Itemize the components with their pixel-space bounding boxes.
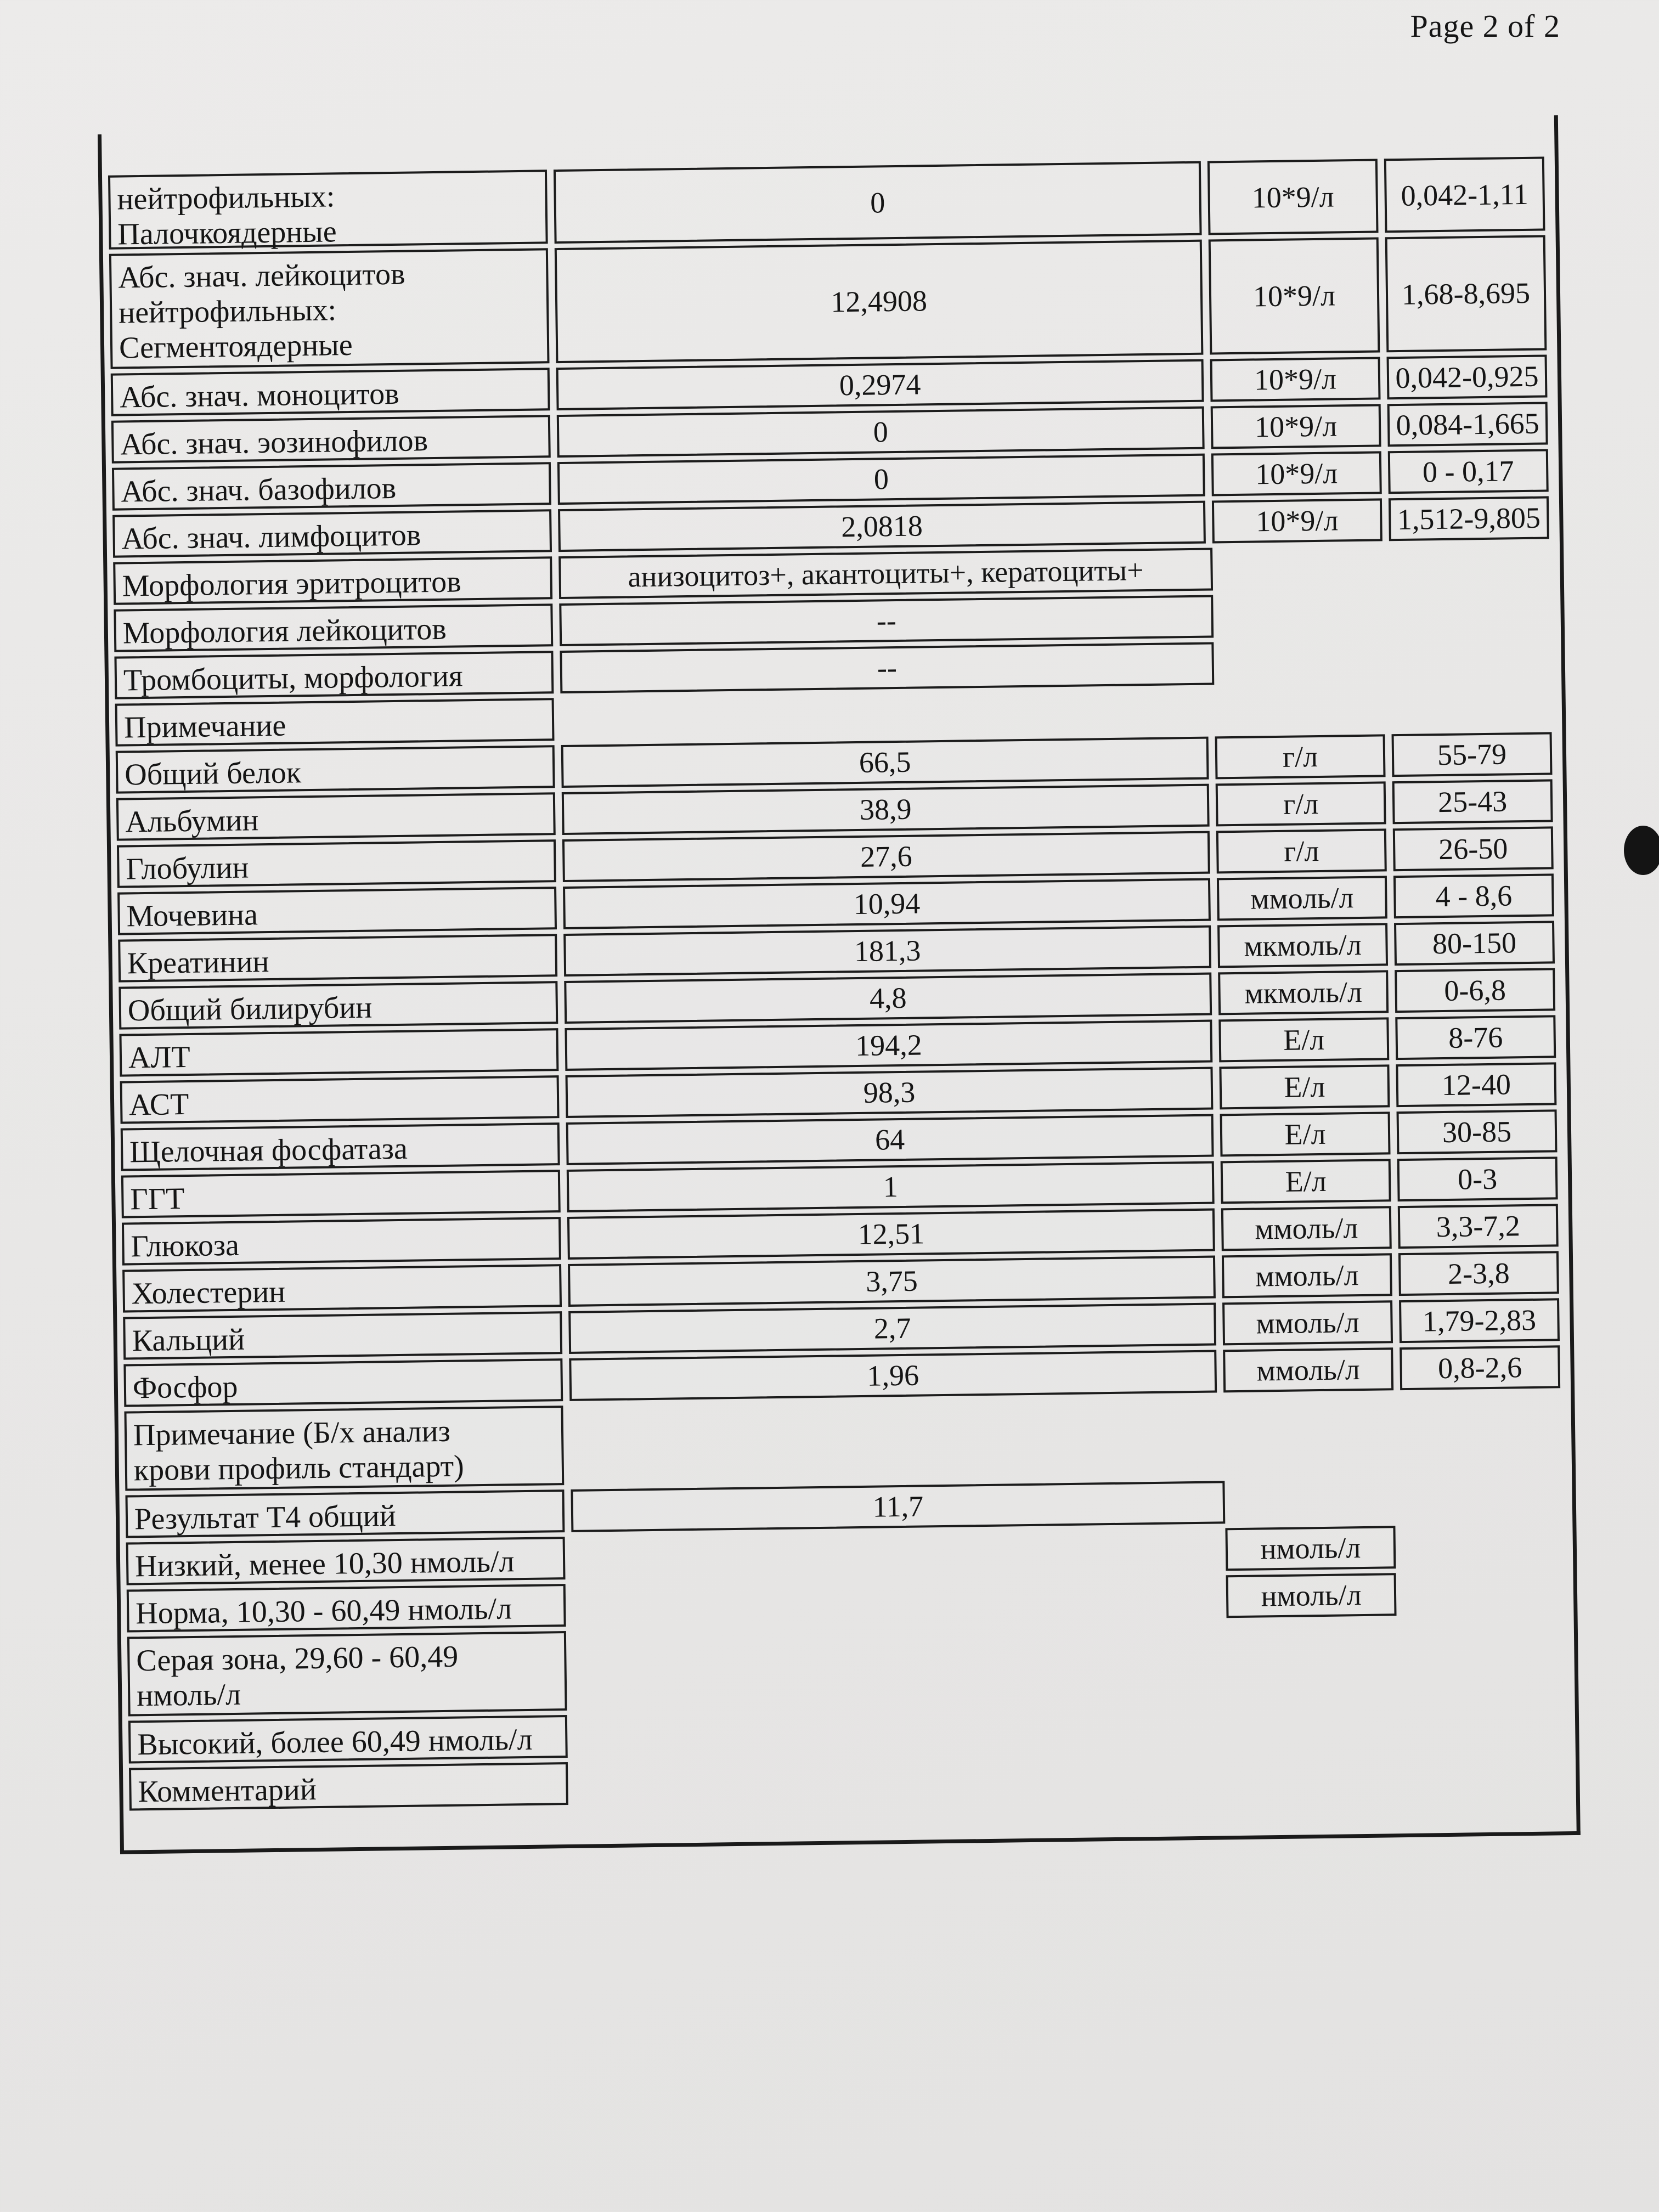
row-name: Альбумин (116, 792, 556, 840)
row-value: 0 (557, 454, 1205, 505)
row-reference: 1,68-8,695 (1385, 235, 1547, 352)
row-name: Высокий, более 60,49 нмоль/л (128, 1715, 568, 1763)
row-unit: г/л (1216, 781, 1386, 826)
row-value: 181,3 (563, 926, 1211, 977)
row-value: 3,75 (568, 1256, 1216, 1307)
row-unit: 10*9/л (1211, 451, 1382, 496)
row-value: 64 (566, 1114, 1214, 1165)
row-reference: 25-43 (1392, 779, 1553, 824)
row-name: Мочевина (117, 887, 557, 935)
row-unit: 10*9/л (1210, 357, 1381, 402)
row-name: нейтрофильных: Палочкоядерные (108, 170, 548, 249)
row-unit: 10*9/л (1211, 404, 1381, 449)
row-unit: Е/л (1221, 1159, 1391, 1204)
row-value: анизоцитоз+, акантоциты+, кератоциты+ (558, 548, 1213, 599)
row-name: Глюкоза (122, 1217, 561, 1265)
row-reference: 80-150 (1394, 921, 1555, 966)
row-value: 10,94 (563, 878, 1211, 929)
row-unit: ммоль/л (1222, 1300, 1393, 1345)
row-name: Абс. знач. базофилов (112, 462, 551, 510)
row-value: 1,96 (569, 1350, 1217, 1401)
row-value: 4,8 (564, 973, 1212, 1024)
row-name: АСТ (120, 1075, 560, 1124)
table-row (127, 1618, 1566, 1716)
lab-report-table (98, 115, 1581, 1854)
row-name: Общий билирубин (119, 981, 558, 1029)
row-unit: мкмоль/л (1218, 970, 1389, 1015)
row-unit: нмоль/л (1225, 1526, 1396, 1571)
row-reference: 0,8-2,6 (1400, 1345, 1560, 1390)
row-unit: нмоль/л (1226, 1573, 1397, 1618)
row-name: Кальций (123, 1311, 562, 1359)
row-value: 1 (567, 1161, 1215, 1212)
table-row (124, 1392, 1562, 1491)
row-reference: 55-79 (1392, 732, 1553, 777)
row-name: Абс. знач. моноцитов (111, 368, 550, 416)
row-name: Щелочная фосфатаза (121, 1122, 560, 1171)
row-unit: г/л (1215, 734, 1386, 779)
row-name: Абс. знач. эозинофилов (111, 415, 551, 463)
row-name: Холестерин (122, 1264, 562, 1312)
row-value: -- (559, 595, 1214, 646)
row-value: 0 (554, 161, 1202, 244)
row-unit: ммоль/л (1217, 876, 1387, 921)
row-value: 12,51 (567, 1209, 1215, 1260)
row-reference: 8-76 (1395, 1015, 1556, 1060)
row-reference: 1,79-2,83 (1399, 1298, 1560, 1343)
row-name: Абс. знач. лимфоцитов (112, 509, 552, 557)
row-reference: 26-50 (1393, 826, 1554, 871)
row-value: -- (560, 642, 1214, 693)
row-value: 11,7 (571, 1481, 1225, 1532)
row-reference: 0 - 0,17 (1388, 449, 1549, 494)
row-name: Абс. знач. лейкоцитов нейтрофильных: Сегментоядерные (109, 248, 550, 369)
row-unit: 10*9/л (1209, 237, 1380, 354)
row-value: 2,0818 (558, 501, 1206, 552)
row-name: Низкий, менее 10,30 нмоль/л (126, 1537, 566, 1585)
row-value: 194,2 (565, 1020, 1212, 1071)
row-name: ГГТ (121, 1170, 561, 1218)
row-name: Тромбоциты, морфология (114, 651, 554, 699)
row-value: 66,5 (561, 737, 1209, 788)
row-value: 2,7 (568, 1303, 1216, 1354)
page-number: Page 2 of 2 (1410, 8, 1560, 44)
row-unit: 10*9/л (1207, 159, 1379, 235)
row-unit: ммоль/л (1223, 1347, 1393, 1392)
row-reference: 0-3 (1397, 1156, 1558, 1201)
row-reference: 0-6,8 (1395, 968, 1555, 1013)
row-name: Креатинин (118, 934, 557, 982)
row-name: Примечание (115, 698, 555, 746)
punch-hole (1624, 826, 1659, 875)
row-reference: 1,512-9,805 (1389, 496, 1549, 541)
row-unit: 10*9/л (1212, 498, 1383, 543)
row-name: Комментарий (129, 1762, 568, 1810)
row-value: 98,3 (566, 1067, 1214, 1118)
row-reference: 2-3,8 (1398, 1251, 1559, 1296)
row-reference: 0,084-1,665 (1387, 402, 1548, 447)
row-unit: Е/л (1219, 1064, 1390, 1109)
row-reference: 0,042-0,925 (1387, 354, 1548, 399)
row-unit: Е/л (1218, 1017, 1389, 1062)
row-value: 38,9 (562, 784, 1210, 835)
row-unit: Е/л (1220, 1111, 1391, 1156)
row-name: Примечание (Б/х анализ крови профиль стандарт) (124, 1406, 564, 1491)
row-value: 12,4908 (555, 240, 1204, 363)
row-reference: 30-85 (1397, 1109, 1558, 1154)
row-value: 0,2974 (556, 359, 1204, 410)
row-unit: мкмоль/л (1217, 923, 1388, 968)
row-name: Серая зона, 29,60 - 60,49 нмоль/л (127, 1631, 567, 1716)
row-name: АЛТ (119, 1028, 558, 1076)
row-unit: ммоль/л (1221, 1206, 1392, 1251)
row-name: Морфология эритроцитов (113, 556, 552, 605)
row-unit: г/л (1216, 828, 1387, 873)
row-reference: 12-40 (1396, 1062, 1556, 1107)
row-reference: 0,042-1,11 (1384, 156, 1545, 233)
row-value: 0 (557, 407, 1205, 458)
row-name: Морфология лейкоцитов (114, 603, 553, 652)
row-unit: ммоль/л (1222, 1253, 1392, 1298)
row-value: 27,6 (562, 831, 1210, 882)
row-name: Глобулин (117, 839, 556, 888)
row-name: Фосфор (123, 1358, 563, 1407)
row-reference: 4 - 8,6 (1393, 873, 1554, 918)
row-name: Общий белок (116, 745, 555, 793)
row-name: Норма, 10,30 - 60,49 нмоль/л (127, 1584, 566, 1632)
row-reference: 3,3-7,2 (1398, 1204, 1559, 1249)
table-row (109, 235, 1548, 369)
table-row (108, 156, 1547, 252)
row-name: Результат Т4 общий (125, 1489, 565, 1538)
table-frame-bottom (120, 1831, 1581, 1854)
